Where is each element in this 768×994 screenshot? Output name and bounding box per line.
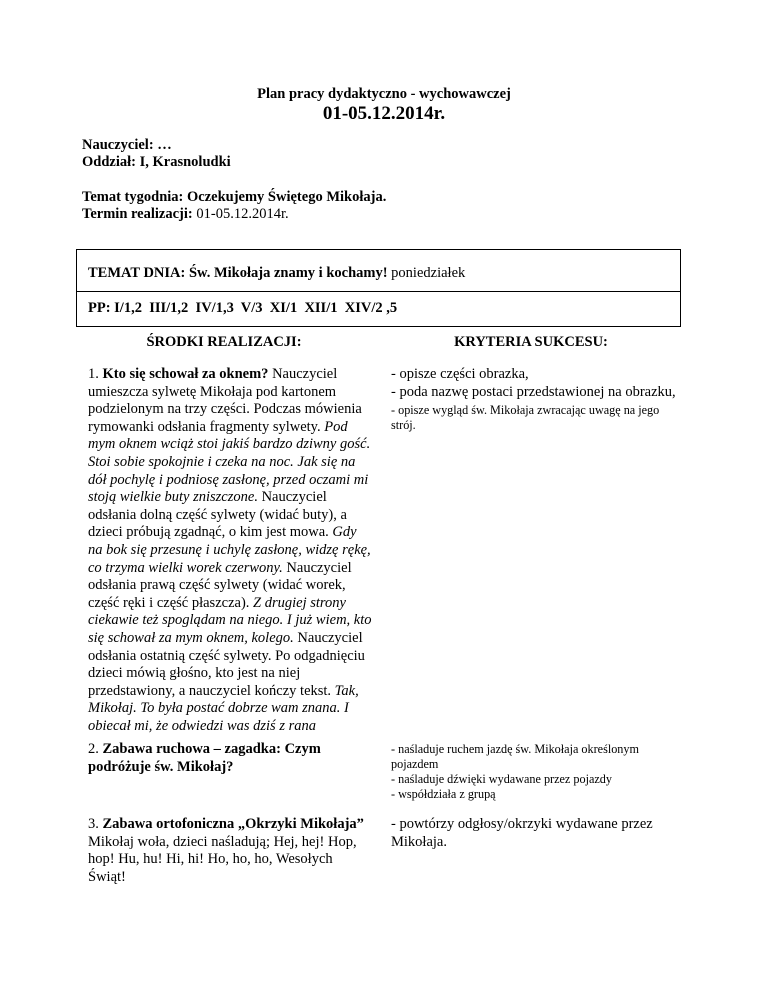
row1-criterion-2: - poda nazwę postaci przedstawionej na obrazku, <box>391 383 676 400</box>
row1-rhyme-3: Z drugiej strony ciekawie też spoglądam na niego. I już wiem, kto się schował za mym oknem, kolego. <box>88 594 372 646</box>
row1-rhyme-1: Pod mym oknem wciąż stoi jakiś bardzo dziwny gość. Stoi sobie spokojnie i czeka na noc. Jak się na dół pochylę i podniosę zasłonę, przed oczami mi stoją wielkie buty zniszczone. <box>88 418 371 506</box>
row1-text-2: Nauczyciel odsłania dolną część sylwety (widać buty), a dzieci próbują zgadnąć, o kim jest mowa. <box>88 489 347 541</box>
row3-criteria <box>391 816 676 851</box>
col-header-left: ŚRODKI REALIZACJI: <box>146 334 302 350</box>
day-topic-day: poniedziałek <box>387 265 466 281</box>
row2-title: Zabawa ruchowa – zagadka: Czym podróżuje św. Mikołaj? <box>88 741 321 775</box>
term <box>82 206 289 223</box>
row1-criterion-3: - opisze wygląd św. Mikołaja zwracając uwagę na jego strój. <box>391 403 660 433</box>
row1-number: 1. <box>88 366 103 382</box>
row1-rhyme-2: Gdy na bok się przesunę i uchylę zasłonę, widzę rękę, co trzyma wielki worek czerwony. <box>88 524 371 576</box>
plan-date: 01-05.12.2014r. <box>322 103 446 124</box>
row1-title: Kto się schował za oknem? <box>102 366 269 382</box>
teacher-label: Nauczyciel: … <box>82 137 172 153</box>
row2-criterion-1: - naśladuje ruchem jazdę św. Mikołaja określonym pojazdem <box>391 742 639 771</box>
row2-criterion-3: - współdziała z grupą <box>391 787 496 801</box>
row2-criteria <box>391 742 676 802</box>
row2-criterion-2: - naśladuje dźwięki wydawane przez pojazdy <box>391 772 612 786</box>
row3-methods <box>88 816 373 886</box>
row1-rhyme-4: Tak, Mikołaj. To była postać dobrze wam znana. I obiecał mi, że odwiedzi was dziś z rana <box>88 682 359 734</box>
plan-title: Plan pracy dydaktyczno - wychowawczej <box>257 86 511 102</box>
row3-criterion-1: - powtórzy odgłosy/okrzyki wydawane przez Mikołaja. <box>391 816 653 850</box>
row1-criteria <box>391 366 676 433</box>
term-value: 01-05.12.2014r. <box>192 206 289 222</box>
row1-methods <box>88 366 373 735</box>
day-topic <box>88 265 465 282</box>
col-header-right: KRYTERIA SUKCESU: <box>454 334 608 350</box>
row1-text-1: Nauczyciel umieszcza sylwetę Mikołaja pod kartonem podzielonym na trzy części. Podczas mówienia rymowanki odsłania fragmenty sylwety. <box>88 366 362 435</box>
row2-number: 2. <box>88 741 103 757</box>
core-curriculum-codes: PP: I/1,2 III/1,2 IV/1,3 V/3 XI/1 XII/1 XIV/2 ,5 <box>88 300 398 316</box>
group-label: Oddział: I, Krasnoludki <box>82 154 231 170</box>
week-topic: Temat tygodnia: Oczekujemy Świętego Mikołaja. <box>82 189 387 205</box>
row2-methods <box>88 741 373 776</box>
row1-text-4: Nauczyciel odsłania ostatnią część sylwety. Po odgadnięciu dzieci mówią głośno, kto jest na niej przedstawiony, a nauczyciel kończy tekst. <box>88 629 365 699</box>
row3-title: Zabawa ortofoniczna „Okrzyki Mikołaja” <box>102 816 364 832</box>
term-label: Termin realizacji: <box>82 206 193 222</box>
row1-text-3: Nauczyciel odsłania prawą część sylwety (widać worek, część ręki i część płaszcza). <box>88 559 352 611</box>
row3-text: Mikołaj woła, dzieci naśladują; Hej, hej! Hop, hop! Hu, hu! Hi, hi! Ho, ho, ho, Wesołych Świąt! <box>88 833 357 885</box>
row3-number: 3. <box>88 816 103 832</box>
row1-criterion-1: - opisze części obrazka, <box>391 366 529 382</box>
day-topic-label: TEMAT DNIA: Św. Mikołaja znamy i kochamy! <box>88 265 388 281</box>
